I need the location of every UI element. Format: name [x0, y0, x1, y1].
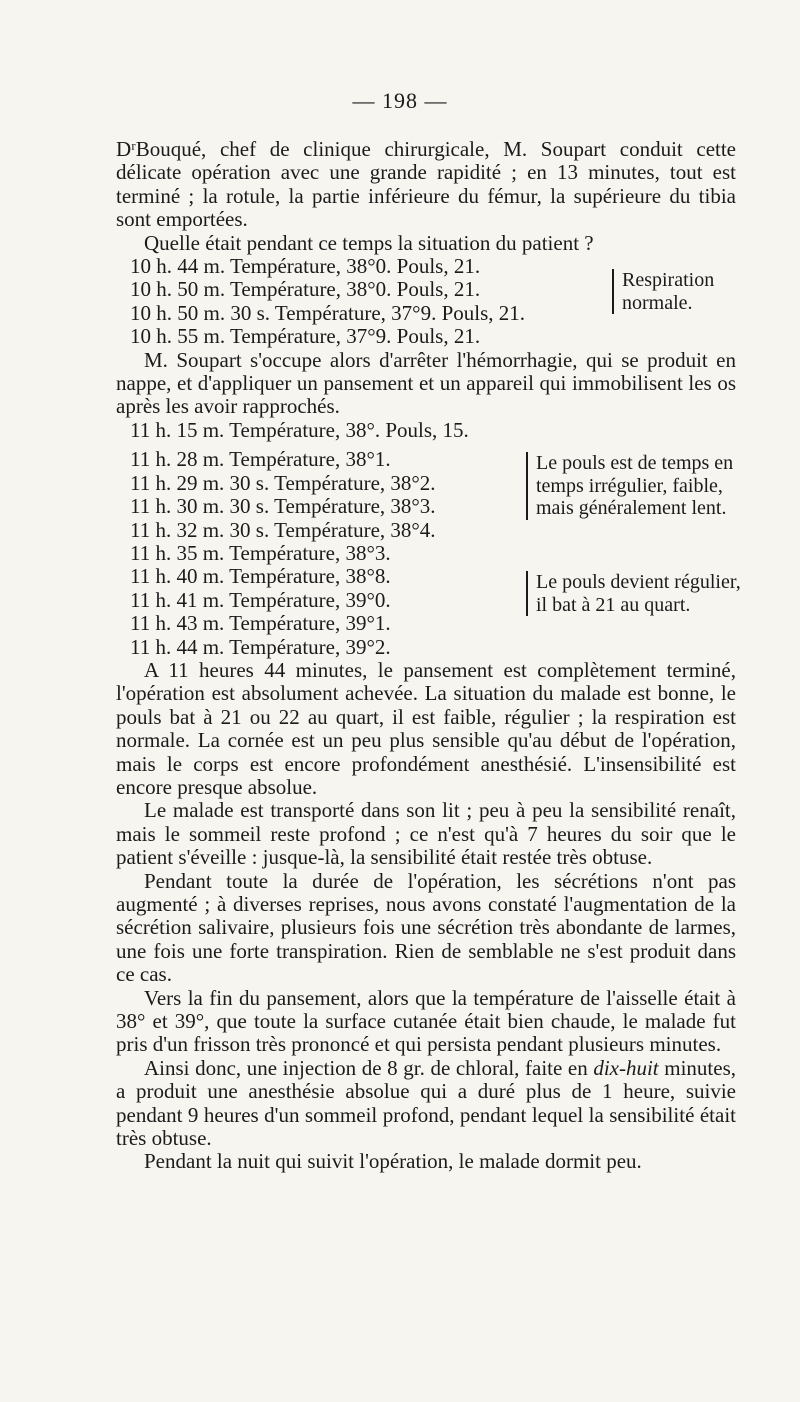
side-note-pulse-irregular: Le pouls est de temps en temps irrégulier, faible, mais généralement lent. — [526, 452, 746, 520]
paragraph-7: Vers la fin du pansement, alors que la température de l'aisselle était à 38° et 39°, que toute la surface cutanée était bien chaude, le malade fut pris d'un frisson très prononcé et qui persista pendant plusieurs minutes. — [116, 985, 736, 1057]
data-line: 10 h. 50 m. 30 s. Température, 37°9. Pouls, 21. — [130, 300, 526, 325]
paragraph-6: Pendant toute la durée de l'opération, les sécrétions n'ont pas augmenté ; à diverses reprises, nous avons constaté l'augmentation de la sécrétion salivaire, plusieurs fois une sécrétion très abondante de larmes, une fois une forte transpiration. Rien de semblable ne s'est produit dans ce cas. — [116, 868, 736, 987]
paragraph-8 — [116, 1057, 736, 1151]
paragraph-1: DʳBouqué, chef de clinique chirurgicale, M. Soupart conduit cette délicate opération avec une grande rapidité ; en 13 minutes, tout est terminé ; la rotule, la partie inférieure du fémur, la supérieure du tibia sont emportées. — [116, 137, 736, 232]
data-line: 10 h. 55 m. Température, 37°9. Pouls, 21. — [130, 324, 481, 349]
paragraph-8-start: Ainsi donc, une injection de 8 gr. de chloral, faite en — [144, 1055, 594, 1080]
side-note-pulse-regular: Le pouls devient régulier, il bat à 21 au quart. — [526, 571, 746, 616]
data-line: 11 h. 32 m. 30 s. Température, 38°4. — [130, 517, 436, 542]
body-text — [116, 137, 741, 1174]
data-line: 11 h. 43 m. Température, 39°1. — [130, 611, 391, 636]
data-line: 11 h. 28 m. Température, 38°1. — [130, 447, 391, 472]
data-line: 11 h. 35 m. Température, 38°3. — [130, 540, 391, 565]
data-line: 11 h. 44 m. Température, 39°2. — [130, 634, 391, 659]
side-note-respiration: Respiration normale. — [612, 269, 734, 314]
temperature-group-1 — [116, 255, 736, 349]
data-line: 11 h. 40 m. Température, 38°8. — [130, 564, 391, 589]
data-line: 10 h. 50 m. Température, 38°0. Pouls, 21. — [130, 277, 481, 302]
italic-word: dix-huit — [593, 1055, 659, 1080]
temperature-group-3 — [116, 564, 741, 659]
paragraph-8-end: minutes, a produit une anesthésie absolue qui a duré plus de 1 heure, suivie pendant 9 heures d'un sommeil profond, pendant lequel la sensibilité était très obtuse. — [116, 1055, 736, 1151]
final-line: Pendant la nuit qui suivit l'opération, le malade dormit peu. — [144, 1149, 642, 1174]
page-number: — 198 — — [352, 88, 448, 113]
paragraph-2: Quelle était pendant ce temps la situation du patient ? — [144, 230, 594, 255]
data-line: 11 h. 15 m. Température, 38°. Pouls, 15. — [130, 417, 469, 442]
data-line: 11 h. 29 m. 30 s. Température, 38°2. — [130, 470, 436, 495]
data-line: 11 h. 30 m. 30 s. Température, 38°3. — [130, 494, 436, 519]
temperature-group-2 — [116, 448, 736, 565]
paragraph-5: Le malade est transporté dans son lit ; peu à peu la sensibilité renaît, mais le sommeil reste profond ; ce n'est qu'à 7 heures du soir que le patient s'éveille : jusque-là, la sensibilité était restée très obtuse. — [116, 798, 736, 870]
data-line: 11 h. 41 m. Température, 39°0. — [130, 587, 391, 612]
paragraph-3: M. Soupart s'occupe alors d'arrêter l'hémorrhagie, qui se produit en nappe, et d'appliquer un pansement et un appareil qui immobilisent les os après les avoir rapprochés. — [116, 347, 736, 419]
paragraph-4: A 11 heures 44 minutes, le pansement est complètement terminé, l'opération est absolument achevée. La situation du malade est bonne, le pouls bat à 21 ou 22 au quart, il est faible, régulier ; la respiration est normale. La cornée est un peu plus sensible qu'au début de l'opération, mais le corps est encore profondément anesthésié. L'insensibilité est encore presque absolue. — [116, 657, 736, 799]
data-line: 10 h. 44 m. Température, 38°0. Pouls, 21. — [130, 254, 481, 279]
